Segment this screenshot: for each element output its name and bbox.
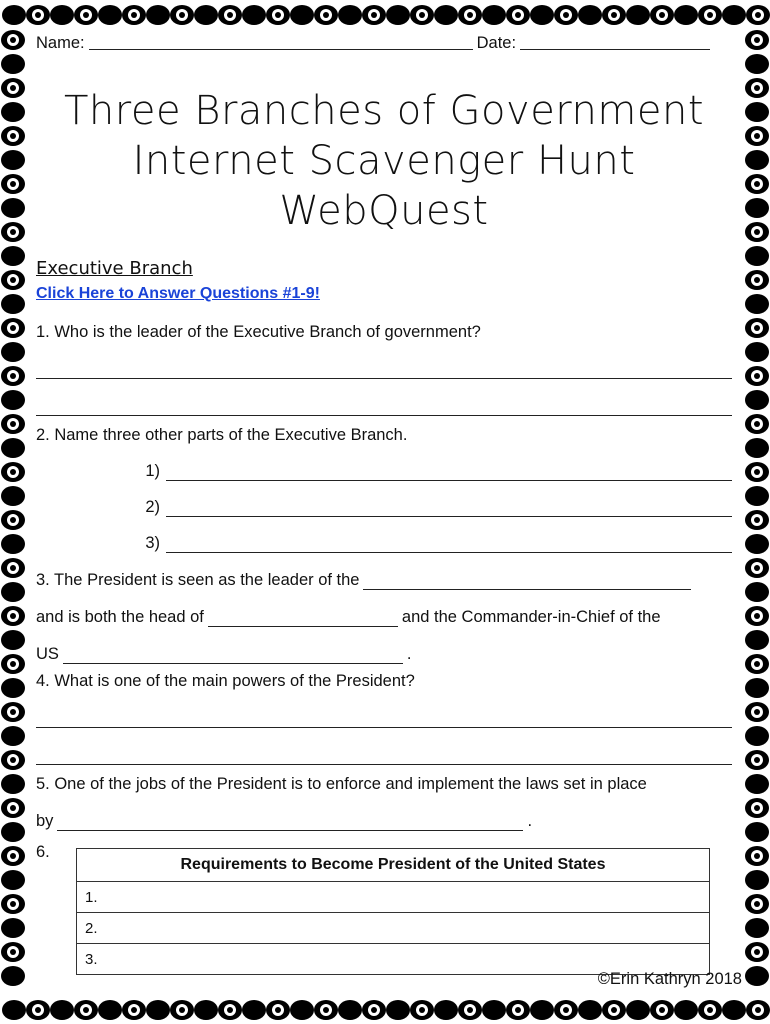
requirement-cell[interactable]: 1. <box>77 882 710 913</box>
q5-blank[interactable] <box>57 812 523 831</box>
question-3-period: . <box>406 645 412 663</box>
question-3-line-1 <box>36 553 732 590</box>
q2-answer-field[interactable] <box>166 532 732 553</box>
question-5-text-b: by <box>36 812 54 830</box>
answer-line-4a[interactable] <box>36 691 732 728</box>
title-line-2: Internet Scavenger Hunt WebQuest <box>132 138 636 234</box>
requirement-cell[interactable]: 2. <box>77 913 710 944</box>
q3-blank-commander[interactable] <box>63 645 403 664</box>
requirements-table <box>76 848 710 975</box>
question-5: 5. One of the jobs of the President is to enforce and implement the laws set in place <box>36 775 647 793</box>
copyright-text: ©Erin Kathryn 2018 <box>597 970 742 988</box>
question-3-text-a: 3. The President is seen as the leader of the <box>36 571 360 589</box>
table-row <box>77 882 710 913</box>
table-header: Requirements to Become President of the United States <box>77 849 710 882</box>
q2-answer-row-2 <box>36 481 732 517</box>
answer-line-1a[interactable] <box>36 342 732 379</box>
question-3-line-2 <box>36 590 732 627</box>
table-header-row <box>77 849 710 882</box>
worksheet <box>36 34 732 975</box>
q2-answer-row-3 <box>36 517 732 553</box>
question-3-text-d: US <box>36 645 59 663</box>
question-6: 6. <box>36 843 50 861</box>
answer-line-1b[interactable] <box>36 379 732 416</box>
question-3-text-b: and is both the head of <box>36 608 204 626</box>
date-field[interactable] <box>520 48 710 50</box>
question-1: 1. Who is the leader of the Executive Branch of government? <box>36 323 481 341</box>
page-title <box>36 86 732 236</box>
answer-questions-link[interactable]: Click Here to Answer Questions #1-9! <box>36 285 320 302</box>
title-line-1: Three Branches of Government <box>63 88 704 134</box>
q2-item-number: 3) <box>145 534 160 552</box>
answer-line-4b[interactable] <box>36 728 732 765</box>
name-field[interactable] <box>89 48 473 50</box>
question-3-line-3 <box>36 627 732 664</box>
q2-answer-row-1 <box>36 445 732 481</box>
date-label: Date: <box>476 34 517 52</box>
name-date-row <box>36 34 732 68</box>
question-4: 4. What is one of the main powers of the President? <box>36 672 415 690</box>
q2-item-number: 2) <box>145 498 160 516</box>
question-3-text-c: and the Commander-in-Chief of the <box>401 608 661 626</box>
q2-answer-field[interactable] <box>166 496 732 517</box>
name-label: Name: <box>36 34 85 52</box>
q3-blank-head[interactable] <box>208 608 398 627</box>
q3-blank-leader[interactable] <box>363 571 691 590</box>
table-row <box>77 913 710 944</box>
question-5-line-2 <box>36 794 732 831</box>
requirement-cell[interactable]: 3. <box>77 944 710 975</box>
question-2: 2. Name three other parts of the Executive Branch. <box>36 426 408 444</box>
question-5-period: . <box>527 812 533 830</box>
q2-answer-field[interactable] <box>166 460 732 481</box>
section-heading: Executive Branch <box>36 258 193 279</box>
q2-item-number: 1) <box>145 462 160 480</box>
